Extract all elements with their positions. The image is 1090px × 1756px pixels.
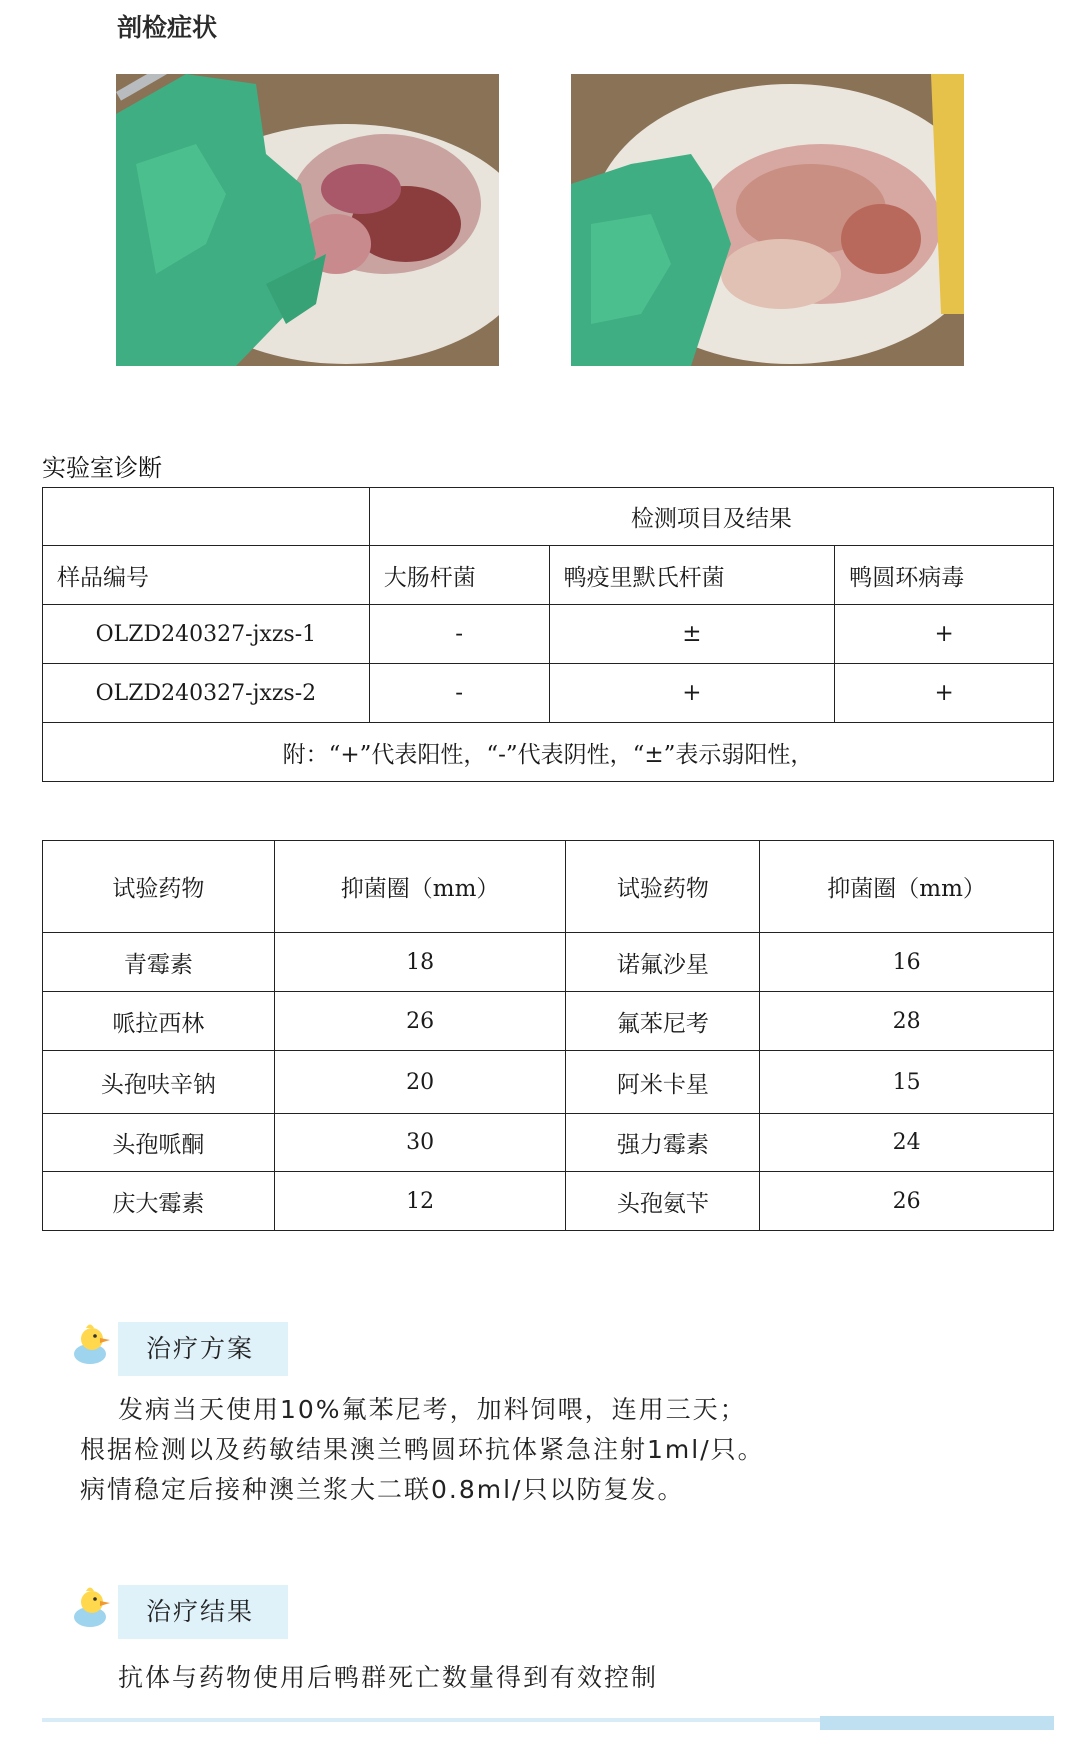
zone-value: 16 [760, 933, 1054, 992]
lab-results-table [42, 487, 1054, 782]
result-cell: ± [549, 605, 835, 664]
drug-name: 头孢哌酮 [43, 1114, 275, 1172]
table-row [43, 605, 1054, 664]
drug-name: 庆大霉素 [43, 1172, 275, 1231]
autopsy-photo-left [116, 74, 499, 366]
drug-name: 青霉素 [43, 933, 275, 992]
duckling-icon [72, 1584, 112, 1628]
table-corner-cell [43, 488, 370, 546]
zone-value: 18 [274, 933, 566, 992]
zone-value: 24 [760, 1114, 1054, 1172]
zone-value: 15 [760, 1051, 1054, 1114]
zone-value: 28 [760, 992, 1054, 1051]
column-header: 鸭疫里默氏杆菌 [549, 546, 835, 605]
drug-name: 哌拉西林 [43, 992, 275, 1051]
treatment-plan-line: 发病当天使用10%氟苯尼考，加料饲喂，连用三天； [118, 1395, 747, 1424]
treatment-plan-line: 根据检测以及药敏结果澳兰鸭圆环抗体紧急注射1ml/只。 [80, 1435, 765, 1464]
result-cell: - [369, 605, 549, 664]
drug-name: 头孢氨苄 [566, 1172, 760, 1231]
footer-divider-accent [820, 1716, 1054, 1730]
result-cell: + [549, 664, 835, 723]
drug-sensitivity-table [42, 840, 1054, 1231]
result-cell: - [369, 664, 549, 723]
autopsy-photo-right [571, 74, 964, 366]
drug-name: 氟苯尼考 [566, 992, 760, 1051]
drug-header: 试验药物 [43, 841, 275, 933]
sample-id-header: 样品编号 [43, 546, 370, 605]
sample-id: OLZD240327-jxzs-1 [43, 605, 370, 664]
treatment-plan-line: 病情稳定后接种澳兰浆大二联0.8ml/只以防复发。 [80, 1475, 685, 1504]
column-header: 大肠杆菌 [369, 546, 549, 605]
sample-id: OLZD240327-jxzs-2 [43, 664, 370, 723]
treatment-plan-tag: 治疗方案 [118, 1322, 288, 1376]
zone-header: 抑菌圈（mm） [760, 841, 1054, 933]
table-row [43, 664, 1054, 723]
zone-value: 20 [274, 1051, 566, 1114]
test-items-header: 检测项目及结果 [369, 488, 1053, 546]
result-cell: + [835, 664, 1054, 723]
drug-name: 阿米卡星 [566, 1051, 760, 1114]
treatment-result-line: 抗体与药物使用后鸭群死亡数量得到有效控制 [118, 1663, 659, 1692]
legend-note: 附：“+”代表阳性，“-”代表阴性，“±”表示弱阳性， [43, 723, 1054, 782]
table-row [43, 1051, 1054, 1114]
drug-name: 强力霉素 [566, 1114, 760, 1172]
drug-name: 诺氟沙星 [566, 933, 760, 992]
drug-header: 试验药物 [566, 841, 760, 933]
footer-divider [42, 1718, 820, 1722]
zone-value: 12 [274, 1172, 566, 1231]
table-row [43, 1114, 1054, 1172]
table-row [43, 1172, 1054, 1231]
zone-value: 30 [274, 1114, 566, 1172]
table-row [43, 992, 1054, 1051]
result-cell: + [835, 605, 1054, 664]
treatment-result-tag: 治疗结果 [118, 1585, 288, 1639]
table-row [43, 933, 1054, 992]
zone-value: 26 [760, 1172, 1054, 1231]
zone-value: 26 [274, 992, 566, 1051]
duckling-icon [72, 1321, 112, 1365]
drug-name: 头孢呋辛钠 [43, 1051, 275, 1114]
lab-diagnosis-title: 实验室诊断 [42, 454, 162, 482]
autopsy-section-title: 剖检症状 [117, 13, 218, 42]
column-header: 鸭圆环病毒 [835, 546, 1054, 605]
zone-header: 抑菌圈（mm） [274, 841, 566, 933]
